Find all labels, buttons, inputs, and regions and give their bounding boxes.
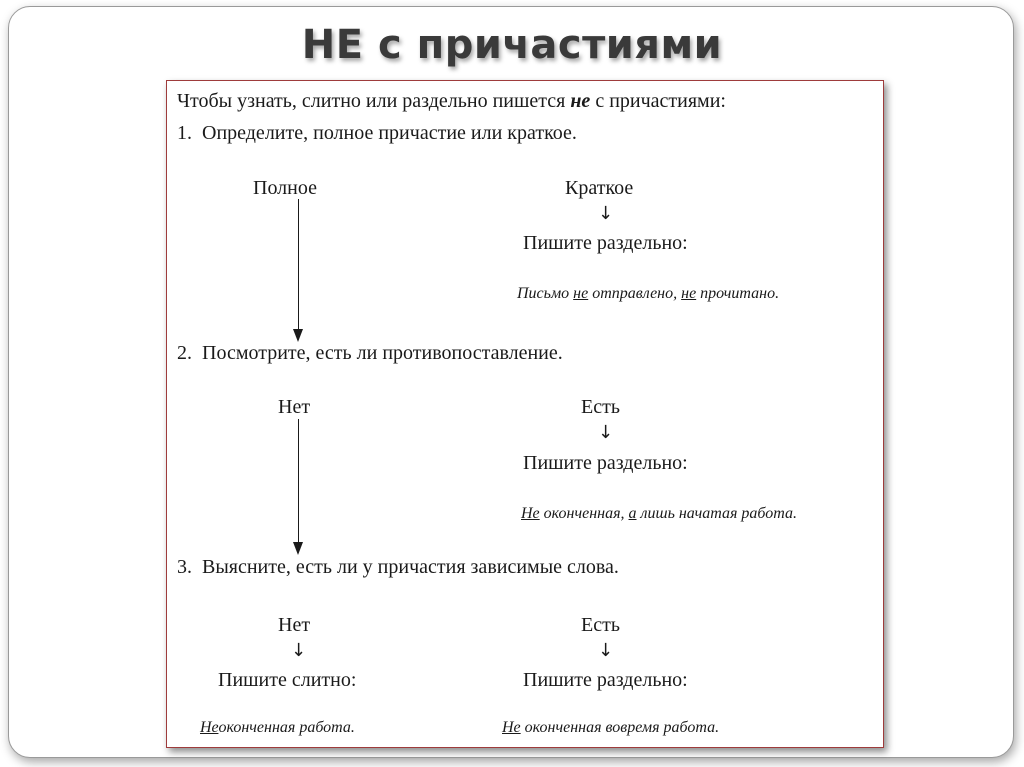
step-2 [177,343,563,363]
intro-text: Чтобы узнать, слитно или раздельно пишется не с причастиями: [177,90,726,112]
branch2-left-label: Нет [278,396,311,418]
branch3-right-result: Пишите раздельно: [523,669,688,691]
branch3-right-example: Не оконченная вовремя работа. [502,719,720,736]
step-number: 1. [177,122,192,144]
branch1-right-result: Пишите раздельно: [523,232,688,254]
branch3-left-result: Пишите слитно: [218,669,357,691]
branch2-example: Не оконченная, а лишь начатая работа. [521,505,797,522]
down-arrow-icon: ↓ [598,422,614,443]
flow-arrow-head-icon [293,329,303,342]
step-text: Посмотрите, есть ли противопоставление. [202,342,563,364]
down-arrow-icon: ↓ [598,203,614,224]
intro-emphasis: не [570,90,591,112]
branch3-right-label: Есть [581,614,620,636]
step-text: Выясните, есть ли у причастия зависимые слова. [202,556,619,578]
branch2-right-result: Пишите раздельно: [523,452,688,474]
rules-document [166,80,884,748]
step-number: 3. [177,556,192,578]
branch2-right-label: Есть [581,396,620,418]
down-arrow-icon: ↓ [291,640,307,661]
flow-arrow-head-icon [293,542,303,555]
step-3 [177,557,619,577]
step-text: Определите, полное причастие или краткое. [202,122,577,144]
branch3-left-example: Неоконченная работа. [200,719,355,736]
branch1-left-label: Полное [253,177,317,199]
down-arrow-icon: ↓ [598,640,614,661]
step-1 [177,123,577,143]
branch3-left-label: Нет [278,614,311,636]
flow-arrow-line [298,199,299,331]
branch1-right-label: Краткое [565,177,634,199]
flow-arrow-line [298,419,299,544]
step-number: 2. [177,342,192,364]
slide-title: НЕ с причастиями [301,22,723,68]
branch1-example: Письмо не отправлено, не прочитано. [517,285,780,302]
